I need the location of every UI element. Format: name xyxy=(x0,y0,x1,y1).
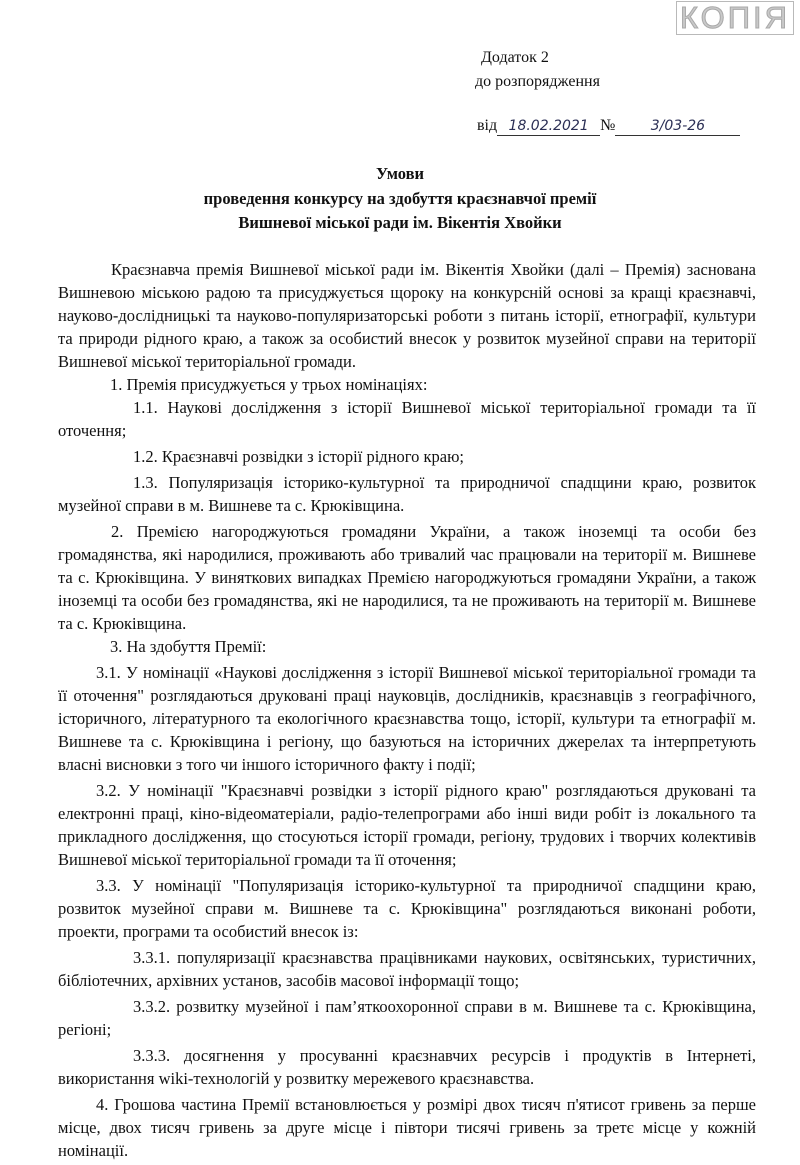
order-dateline xyxy=(477,115,740,136)
item-1-3: 1.3. Популяризація історико-культурної та природничої спадщини краю, розвиток музейної справи в м. Вишневе та с. Крюківщина. xyxy=(58,473,756,515)
item-4: 4. Грошова частина Премії встановлюється у розмірі двох тисяч п'ятисот гривень за перше місце, двох тисяч гривень за друге місце і півтори тисячі гривень за третє місце у кожній номінації. xyxy=(58,1095,756,1160)
item-1: 1. Премія присуджується у трьох номінаціях: xyxy=(110,375,428,394)
item-3-3-3: 3.3.3. досягнення у просуванні краєзнавчих ресурсів і продуктів в Інтернеті, використання wiki-технологій у розвитку мережевого краєзнавства. xyxy=(58,1046,756,1088)
title-line-3: Вишневої міської ради ім. Вікентія Хвойки xyxy=(238,213,562,232)
title-line-2: проведення конкурсу на здобуття краєзнавчої премії xyxy=(203,188,597,208)
item-3-3-1: 3.3.1. популяризації краєзнавства працівниками наукових, освітянських, туристичних, бібліотечних, архівних установ, засобів масової інформації тощо; xyxy=(58,948,756,990)
intro-paragraph: Краєзнавча премія Вишневої міської ради ім. Вікентія Хвойки (далі – Премія) заснована Вишневою міською радою та присуджується щороку на конкурсній основі за кращі краєзнавчі, науково-дослідницькі та науково-популяризаторські роботи з питань історії, етнографії, культури та природи рідного краю, а також за особистий внесок у розвиток музейної справи на території Вишневої міської територіальної громади. xyxy=(58,260,756,371)
number-label: № xyxy=(600,117,616,134)
item-2: 2. Премією нагороджуються громадяни України, а також іноземці та особи без громадянства, які народилися, проживають або тривалий час працювали на території м. Вишневе та с. Крюківщина. У виняткових випадках Премією нагороджуються громадяни України, а також іноземці та особи без громадянства, які не народилися, та не проживають на території м. Вишневе та с. Крюківщина. xyxy=(58,522,756,633)
title-line-1: Умови xyxy=(375,164,425,183)
document-title xyxy=(0,162,800,236)
item-3-1: 3.1. У номінації «Наукові дослідження з історії Вишневої міської територіальної громади та її оточення" розглядаються друковані праці науковців, дослідників, краєзнавців з географічного, історичного, літературного та екологічного краєзнавства тощо, історії, культури та етнографії м. Вишневе та с. Крюківщина і регіону, що базуються на історичних джерелах та інтерпретують власні висновки з того чи іншого історичного факту і події; xyxy=(58,663,756,774)
item-1-1: 1.1. Наукові дослідження з історії Вишневої міської територіальної громади та її оточення; xyxy=(58,398,756,440)
handwritten-date: 18.02.2021 xyxy=(497,115,600,136)
item-1-2: 1.2. Краєзнавчі розвідки з історії рідного краю; xyxy=(133,447,465,466)
handwritten-number: 3/03-26 xyxy=(615,115,740,136)
item-3: 3. На здобуття Премії: xyxy=(110,637,267,656)
addendum-block xyxy=(475,46,600,94)
item-3-3: 3.3. У номінації "Популяризація історико-культурної та природничої спадщини краю, розвиток музейної справи м. Вишневе та с. Крюківщина" розглядаються виконані роботи, проекти, програми та особистий внесок із: xyxy=(58,876,756,941)
addendum-subtitle: до розпорядження xyxy=(475,73,600,90)
item-3-3-2: 3.3.2. розвитку музейної і пам’яткоохоронної справи в м. Вишневе та с. Крюківщина, регіоні; xyxy=(58,997,756,1039)
addendum-title: Додаток 2 xyxy=(481,49,549,66)
document-body xyxy=(58,258,756,1162)
copy-stamp: КОПІЯ xyxy=(676,1,794,35)
item-3-2: 3.2. У номінації "Краєзнавчі розвідки з історії рідного краю" розглядаються друковані та електронні праці, кіно-відеоматеріали, радіо-телепрограми або інші види робіт із локального та прикладного дослідження, що стосуються історії громади, регіону, трудових і творчих колективів Вишневої міської територіальної громади та її оточення; xyxy=(58,781,756,869)
from-label: від xyxy=(477,117,498,134)
